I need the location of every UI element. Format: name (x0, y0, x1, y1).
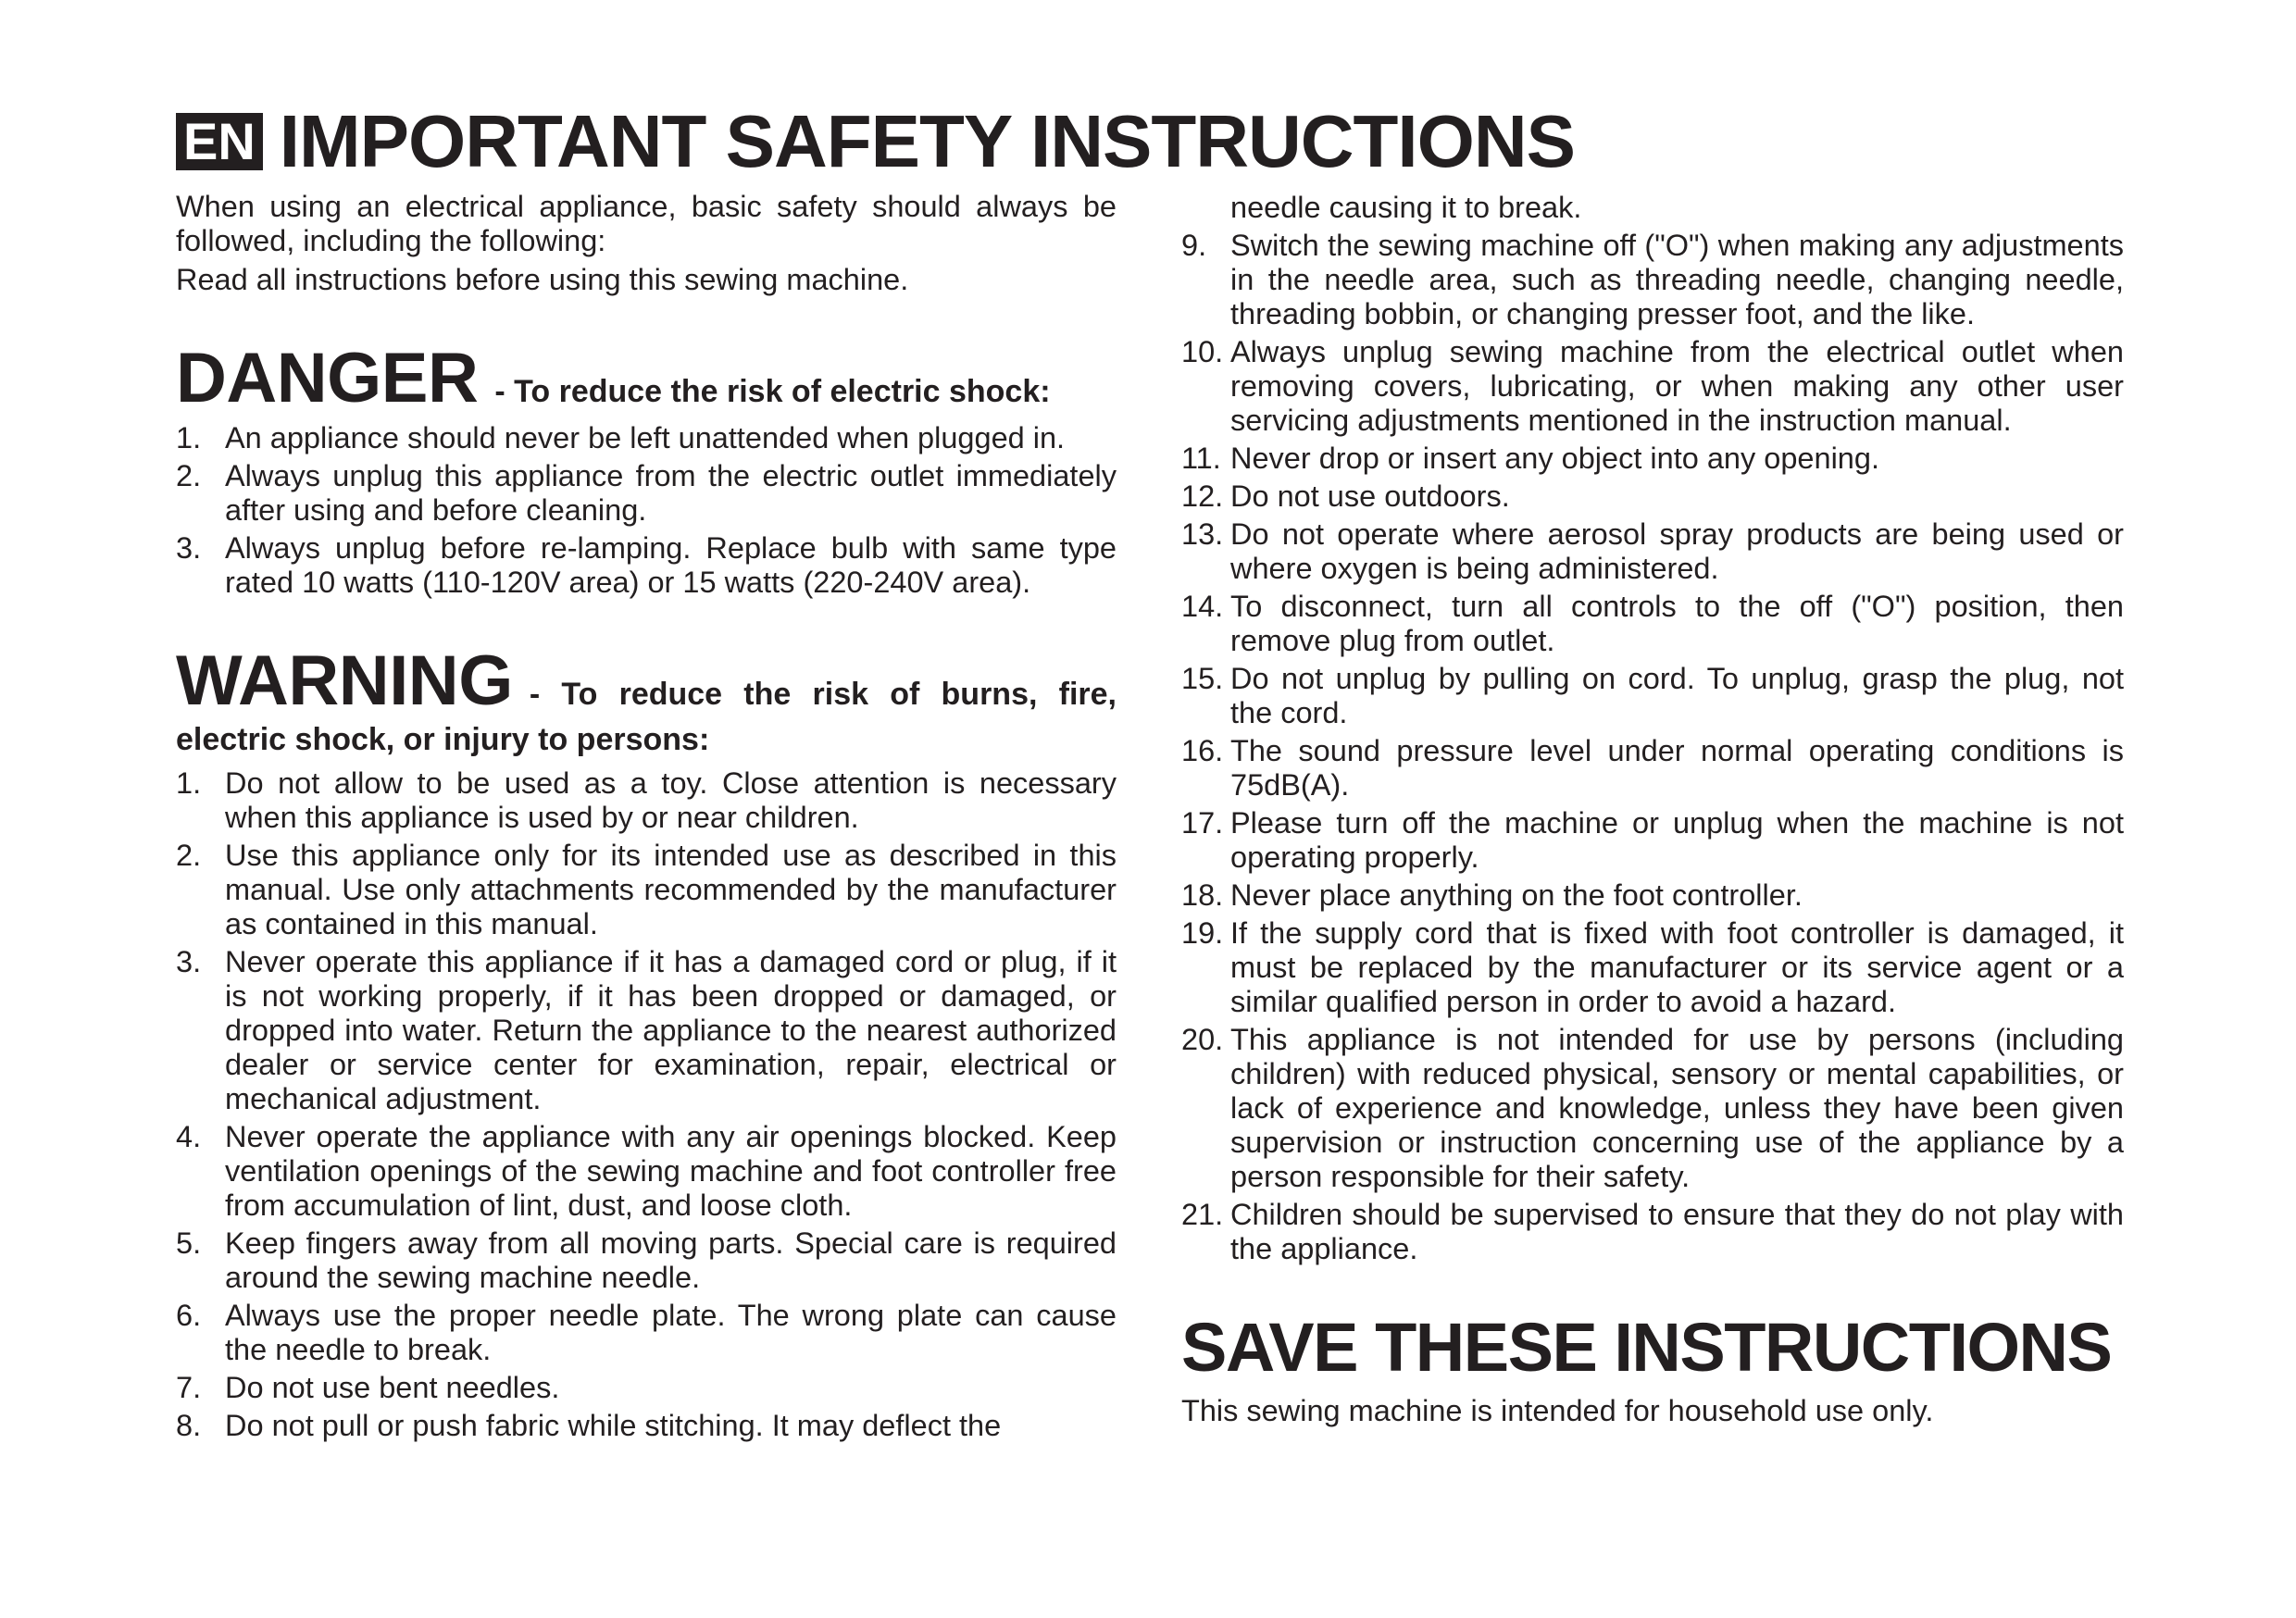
item-8-continued: needle causing it to break. (1230, 191, 1582, 224)
warning-heading (176, 641, 1117, 761)
list-item (1181, 806, 2124, 875)
list-item (176, 766, 1117, 835)
item-text: Do not unplug by pulling on cord. To unplug, grasp the plug, not the cord. (1230, 662, 2124, 729)
list-item (1181, 1023, 2124, 1194)
item-text: Never drop or insert any object into any opening. (1230, 442, 1879, 475)
list-item (1181, 734, 2124, 803)
list-item (176, 459, 1117, 528)
danger-subtitle: - To reduce the risk of electric shock: (494, 374, 1051, 409)
list-item (1181, 229, 2124, 331)
item-number: 20. (1181, 1023, 1224, 1056)
item-text: Do not operate where aerosol spray products are being used or where oxygen is being administered. (1230, 517, 2124, 585)
danger-section (176, 339, 1117, 600)
list-item (176, 1226, 1117, 1295)
item-text: Use this appliance only for its intended use as described in this manual. Use only attachments recommended by the manufacturer as contained in this manual. (225, 839, 1117, 940)
item-number: 6. (176, 1299, 202, 1332)
item-number: 19. (1181, 916, 1224, 950)
item-number: 7. (176, 1371, 202, 1404)
warning-list (176, 766, 1117, 1443)
item-number: 8. (176, 1409, 202, 1442)
item-text: Always unplug before re-lamping. Replace bulb with same type rated 10 watts (110-120V area) or 15 watts (220-240V area). (225, 531, 1117, 599)
item-text: To disconnect, turn all controls to the off ("O") position, then remove plug from outlet. (1230, 590, 2124, 657)
list-item (1181, 1198, 2124, 1266)
list-item (1181, 335, 2124, 438)
item-text: Never place anything on the foot controller. (1230, 878, 1803, 912)
item-number: 1. (176, 766, 202, 800)
item-text: Do not pull or push fabric while stitching. It may deflect the (225, 1409, 1002, 1442)
list-item (176, 1120, 1117, 1223)
item-number: 1. (176, 421, 202, 454)
item-number: 15. (1181, 662, 1224, 695)
item-text: Always unplug sewing machine from the electrical outlet when removing covers, lubricating, or when making any other user servicing adjustments mentioned in the instruction manual. (1230, 335, 2124, 437)
item-text: Switch the sewing machine off ("O") when making any adjustments in the needle area, such as threading needle, changing needle, threading bobbin, or changing presser foot, and the like. (1230, 229, 2124, 330)
item-text: Please turn off the machine or unplug when the machine is not operating properly. (1230, 806, 2124, 874)
page-title (176, 100, 1575, 183)
item-text: Always use the proper needle plate. The wrong plate can cause the needle to break. (225, 1299, 1117, 1366)
warning-section (176, 641, 1117, 1443)
item-number: 2. (176, 459, 202, 492)
item-text: Do not use bent needles. (225, 1371, 560, 1404)
danger-heading (176, 339, 1117, 417)
item-text: Children should be supervised to ensure that they do not play with the appliance. (1230, 1198, 2124, 1265)
list-item (1181, 662, 2124, 730)
right-column (1181, 191, 2124, 1428)
item-text: If the supply cord that is fixed with foot controller is damaged, it must be replaced by the manufacturer or its service agent or a similar qualified person in order to avoid a hazard. (1230, 916, 2124, 1018)
list-item (176, 839, 1117, 941)
save-instructions-title: SAVE THESE INSTRUCTIONS (1181, 1309, 2112, 1386)
item-text: Do not use outdoors. (1230, 479, 1510, 513)
list-item (1181, 878, 2124, 913)
list-item (176, 945, 1117, 1116)
item-number: 4. (176, 1120, 202, 1153)
language-badge: EN (176, 113, 263, 170)
item-text: This appliance is not intended for use by persons (including children) with reduced physical, sensory or mental capabilities, or lack of experience and knowledge, unless they have been given supervision or instruction concerning use of the appliance by a person responsible for their safety. (1230, 1023, 2124, 1193)
list-item (176, 531, 1117, 600)
item-text: Always unplug this appliance from the electric outlet immediately after using and before cleaning. (225, 459, 1117, 527)
list-item (1181, 517, 2124, 586)
danger-list (176, 421, 1117, 600)
item-number: 9. (1181, 229, 1207, 262)
household-use-note: This sewing machine is intended for household use only. (1181, 1394, 1934, 1427)
item-number: 2. (176, 839, 202, 872)
item-number: 18. (1181, 878, 1224, 912)
list-item (176, 1409, 1117, 1443)
list-item (176, 1371, 1117, 1405)
list-item (1181, 590, 2124, 658)
intro-paragraph: When using an electrical appliance, basic safety should always be followed, including the following: (176, 190, 1117, 257)
intro-read-all: Read all instructions before using this sewing machine. (176, 263, 909, 296)
warning-list-continued (1181, 229, 2124, 1266)
item-number: 17. (1181, 806, 1224, 840)
item-number: 21. (1181, 1198, 1224, 1231)
left-column (176, 190, 1117, 1447)
item-text: Do not allow to be used as a toy. Close attention is necessary when this appliance is used by or near children. (225, 766, 1117, 834)
list-item (1181, 916, 2124, 1019)
list-item (176, 1299, 1117, 1367)
item-text: An appliance should never be left unattended when plugged in. (225, 421, 1066, 454)
item-number: 12. (1181, 479, 1224, 513)
danger-word: DANGER (176, 339, 479, 417)
item-text: The sound pressure level under normal operating conditions is 75dB(A). (1230, 734, 2124, 802)
item-number: 14. (1181, 590, 1224, 623)
item-number: 16. (1181, 734, 1224, 767)
item-number: 3. (176, 945, 202, 978)
page-title-text: IMPORTANT SAFETY INSTRUCTIONS (279, 100, 1575, 182)
list-item (1181, 479, 2124, 514)
item-number: 3. (176, 531, 202, 565)
list-item (176, 421, 1117, 455)
list-item (1181, 442, 2124, 476)
warning-subtitle: - To reduce the risk of burns, fire, electric shock, or injury to persons: (176, 677, 1117, 757)
item-number: 5. (176, 1226, 202, 1260)
item-text: Never operate this appliance if it has a damaged cord or plug, if it is not working properly, if it has been dropped or damaged, or dropped into water. Return the appliance to the nearest authorized dealer or service center for examination, repair, electrical or mechanical adjustment. (225, 945, 1117, 1115)
item-text: Keep fingers away from all moving parts. Special care is required around the sewing machine needle. (225, 1226, 1117, 1294)
item-number: 10. (1181, 335, 1224, 368)
warning-word: WARNING (176, 641, 513, 720)
item-text: Never operate the appliance with any air openings blocked. Keep ventilation openings of the sewing machine and foot controller free from accumulation of lint, dust, and loose cloth. (225, 1120, 1117, 1222)
item-number: 11. (1181, 442, 1221, 475)
item-number: 13. (1181, 517, 1224, 551)
